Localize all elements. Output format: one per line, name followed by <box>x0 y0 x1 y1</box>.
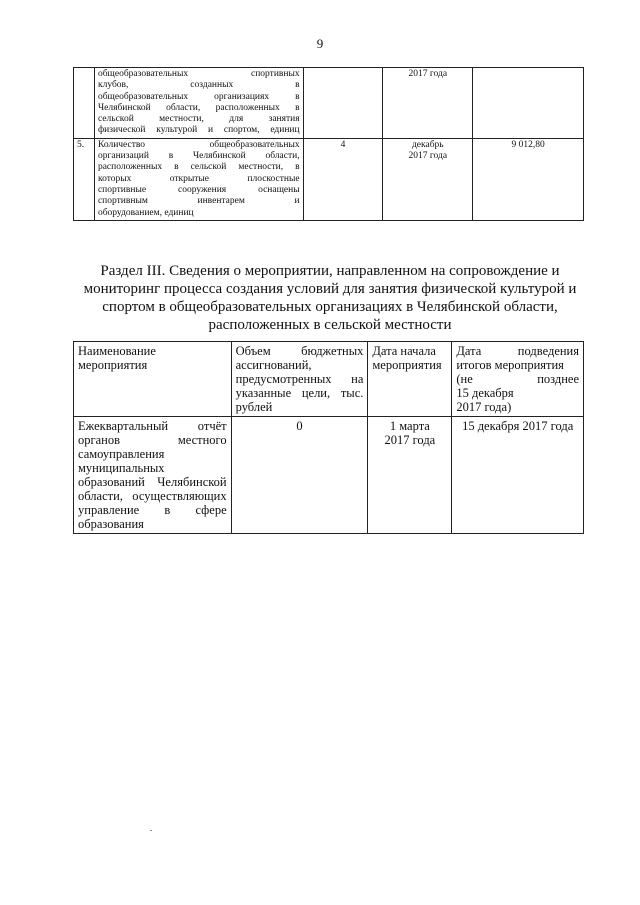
text-line: Количество общеобразовательных <box>97 139 300 150</box>
text-line: Ежеквартальный отчёт <box>78 419 227 433</box>
text-line: спортивные сооружения оснащены <box>97 184 300 195</box>
indicators-table <box>73 67 584 221</box>
text-line: самоуправления <box>78 447 165 461</box>
title-line: мониторинг процесса создания условий для занятия физической культурой и <box>83 281 577 297</box>
text-line: Челябинской области, расположенных в <box>97 102 300 113</box>
table-row <box>74 417 584 534</box>
row-number-cell: 5. <box>74 138 95 220</box>
text-line: предусмотренных на <box>235 372 364 386</box>
event-name-cell <box>74 417 232 534</box>
text-line: Дата начала <box>372 344 436 358</box>
text-line: которых открытые плоскостные <box>97 173 300 184</box>
header-name <box>74 342 232 417</box>
volume-cell: 0 <box>231 417 368 534</box>
text-line: области, осуществляющих <box>78 489 227 503</box>
text-line: ассигнований, <box>235 358 312 372</box>
page-number: 9 <box>316 36 324 51</box>
value-cell <box>303 68 383 139</box>
text-line: общеобразовательных спортивных <box>97 69 300 79</box>
text-line: 2017 года) <box>456 400 512 414</box>
date-cell <box>383 138 473 220</box>
text-line: управление в сфере <box>78 503 227 517</box>
amount-cell: 9 012,80 <box>473 138 584 220</box>
text-line: 15 декабря <box>456 386 514 400</box>
header-end-date <box>452 342 584 417</box>
text-line: общеобразовательных организациях в <box>97 91 300 102</box>
indicator-name-cell <box>94 138 303 220</box>
text-line: рублей <box>235 400 273 414</box>
title-line: Раздел III. Сведения о мероприятии, направленном на сопровождение и <box>100 263 560 279</box>
text-line: оборудованием, единиц <box>97 207 194 218</box>
date-line: декабрь <box>411 139 444 150</box>
text-line: (не позднее <box>456 372 579 386</box>
text-line: сельской местности, для занятия <box>97 114 300 125</box>
start-date-cell <box>368 417 452 534</box>
text-line: клубов, созданных в <box>97 80 300 91</box>
section-title <box>80 262 580 334</box>
text-line: муниципальных <box>78 461 165 475</box>
table-header-row <box>74 342 584 417</box>
end-date-cell: 15 декабря 2017 года <box>452 417 584 534</box>
text-line: организаций в Челябинской области, <box>97 151 300 162</box>
text-line: 1 марта <box>389 419 430 433</box>
event-table <box>73 341 584 534</box>
text-line: итогов мероприятия <box>456 358 564 372</box>
text-line: расположенных в сельской местности, в <box>97 162 300 173</box>
date-line: 2017 года <box>408 151 448 162</box>
text-line: мероприятия <box>372 358 442 372</box>
text-line: образований Челябинской <box>78 475 227 489</box>
text-line: указанные цели, тыс. <box>235 386 364 400</box>
text-line: Объем бюджетных <box>235 344 364 358</box>
table-row <box>74 138 584 220</box>
title-line: расположенных в сельской местности <box>208 317 452 333</box>
scan-artifact <box>150 830 152 831</box>
title-line: спортом в общеобразовательных организациях в Челябинской области, <box>102 299 558 315</box>
text-line: физической культурой и спортом, единиц <box>97 125 300 136</box>
text-line: 2017 года <box>384 433 436 447</box>
text-line: Наименование <box>78 344 156 358</box>
text-line: органов местного <box>78 433 227 447</box>
value-cell: 4 <box>303 138 383 220</box>
text-line: мероприятия <box>78 358 148 372</box>
text-line: спортивным инвентарем и <box>97 196 300 207</box>
indicator-name-cell <box>94 68 303 139</box>
text-line: Дата подведения <box>456 344 579 358</box>
table-row <box>74 68 584 139</box>
text-line: образования <box>78 517 144 531</box>
amount-cell <box>473 68 584 139</box>
header-start-date <box>368 342 452 417</box>
date-cell: 2017 года <box>383 68 473 139</box>
row-number-cell <box>74 68 95 139</box>
header-volume <box>231 342 368 417</box>
